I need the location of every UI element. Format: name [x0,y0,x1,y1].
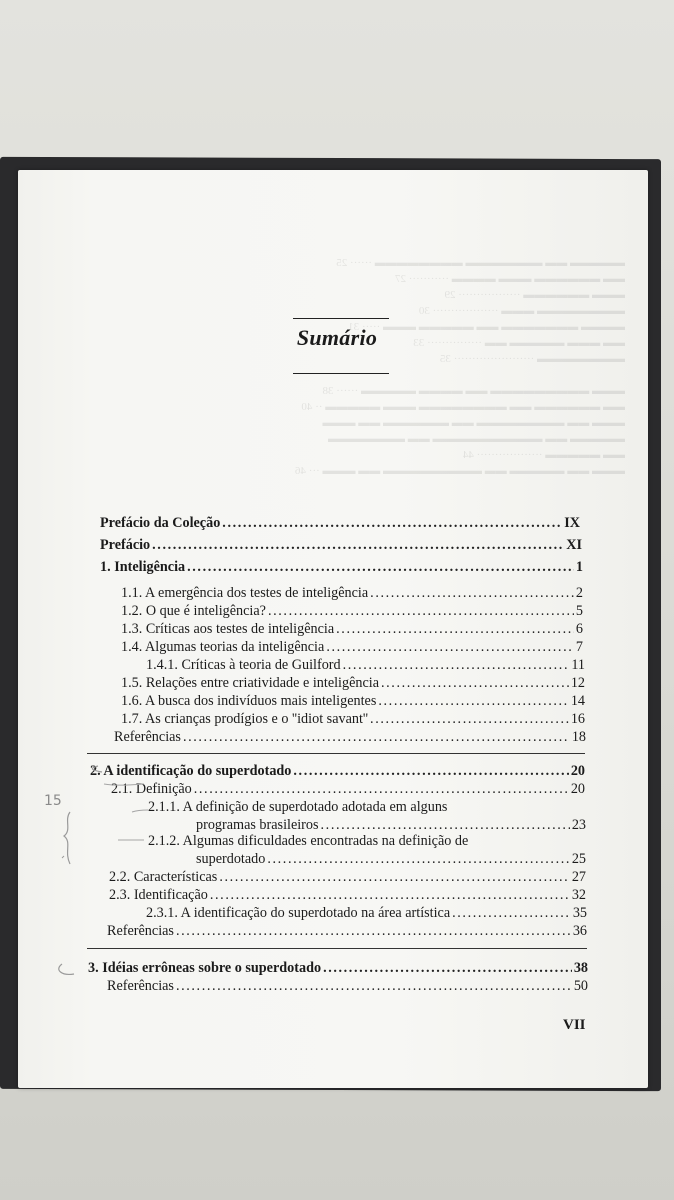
toc-entry: 1.1. A emergência dos testes de inteligência ..... 2 [121,585,583,602]
toc-entry: 2. A identificação do superdotado ..... 20 [90,763,585,780]
toc-entry: 2.2. Características ..... 27 [109,869,586,886]
toc-entry: Referências ..... 50 [107,978,588,995]
toc-entry: 1.5. Relações entre criatividade e inteligência ..... 12 [121,675,585,692]
show-through-text: ▬▬▬▬▬ ▬▬ ▬▬▬▬▬▬▬ ▬▬▬▬▬▬▬▬ ······ 25 ▬▬ ▬▬▬▬▬▬ ▬▬▬ ▬▬▬▬ ··········· 27 ▬▬▬ ▬▬▬▬▬▬ ················· 29 ▬▬▬▬▬▬▬▬ ▬▬▬ ·················· 30 ▬▬▬▬ ▬▬▬▬▬▬▬ ▬▬ ▬▬▬▬▬ ▬▬▬ ····· 31 ▬▬ ▬▬▬ ▬▬▬▬▬ ▬▬ ··············· 33 ▬▬▬▬▬▬▬▬ ······················ 35 ▬▬▬ ▬▬▬▬▬▬▬▬▬ ▬▬ ▬▬▬▬ ▬▬▬▬▬ ······ 38 ▬▬ ▬▬▬▬▬▬ ▬▬ ▬▬▬▬▬▬▬▬ ▬▬▬ ▬▬▬▬▬ ·· 40 ▬▬▬ ▬▬ ▬▬▬▬▬▬▬▬ ▬▬ ▬▬▬▬▬▬ ▬▬ ▬▬▬ ▬▬▬▬▬ ▬▬ ▬▬▬▬▬▬▬▬▬▬ ▬▬ ▬▬▬▬▬▬▬ ▬▬ ▬▬▬▬▬ ·················· 44 ▬▬▬ ▬▬ ▬▬▬▬▬ ▬▬ ▬▬▬▬▬▬▬▬▬ ▬▬ ▬▬▬ ··· 46 [295,257,625,477]
page-title: Sumário [296,325,378,350]
toc-entry: 1. Inteligência ..... 1 [100,559,583,576]
toc-entry: 1.7. As crianças prodígios e o ''idiot savant'' ..... 16 [121,711,585,728]
section-separator [87,753,585,754]
toc-entry-line: 2.1.2. Algumas dificuldades encontradas na definição de [148,833,469,849]
toc-entry: 1.3. Críticas aos testes de inteligência ..... 6 [121,621,583,638]
pencil-bracket-icon [40,760,160,990]
toc-entry: Prefácio da Coleção ..... IX [100,515,580,532]
toc-entry: 1.4.1. Críticas à teoria de Guilford ..... 11 [146,657,585,674]
toc-entry: 1.6. A busca dos indivíduos mais inteligentes ..... 14 [121,693,585,710]
toc-entry: 1.2. O que é inteligência? ..... 5 [121,603,583,620]
toc-entry: 1.4. Algumas teorias da inteligência ..... 7 [121,639,583,656]
toc-entry: programas brasileiros ..... 23 [196,817,586,834]
toc-entry-line: 2.1.1. A definição de superdotado adotada em alguns [148,799,448,815]
toc-entry: 2.3. Identificação ..... 32 [109,887,586,904]
toc-entry: 2.3.1. A identificação do superdotado na área artística ..... 35 [146,905,587,922]
toc-entry: Prefácio ..... XI [100,537,582,554]
margin-note: 15 [44,793,62,809]
toc-entry: Referências ..... 36 [107,923,587,940]
toc-entry: 2.1. Definição ..... 20 [111,781,585,798]
toc-entry: superdotado ..... 25 [196,851,586,868]
toc-entry: 3. Idéias errôneas sobre o superdotado ..... 38 [88,960,588,977]
section-separator [87,948,587,949]
page-number: VII [563,1017,586,1033]
toc-entry: Referências ..... 18 [114,729,586,746]
